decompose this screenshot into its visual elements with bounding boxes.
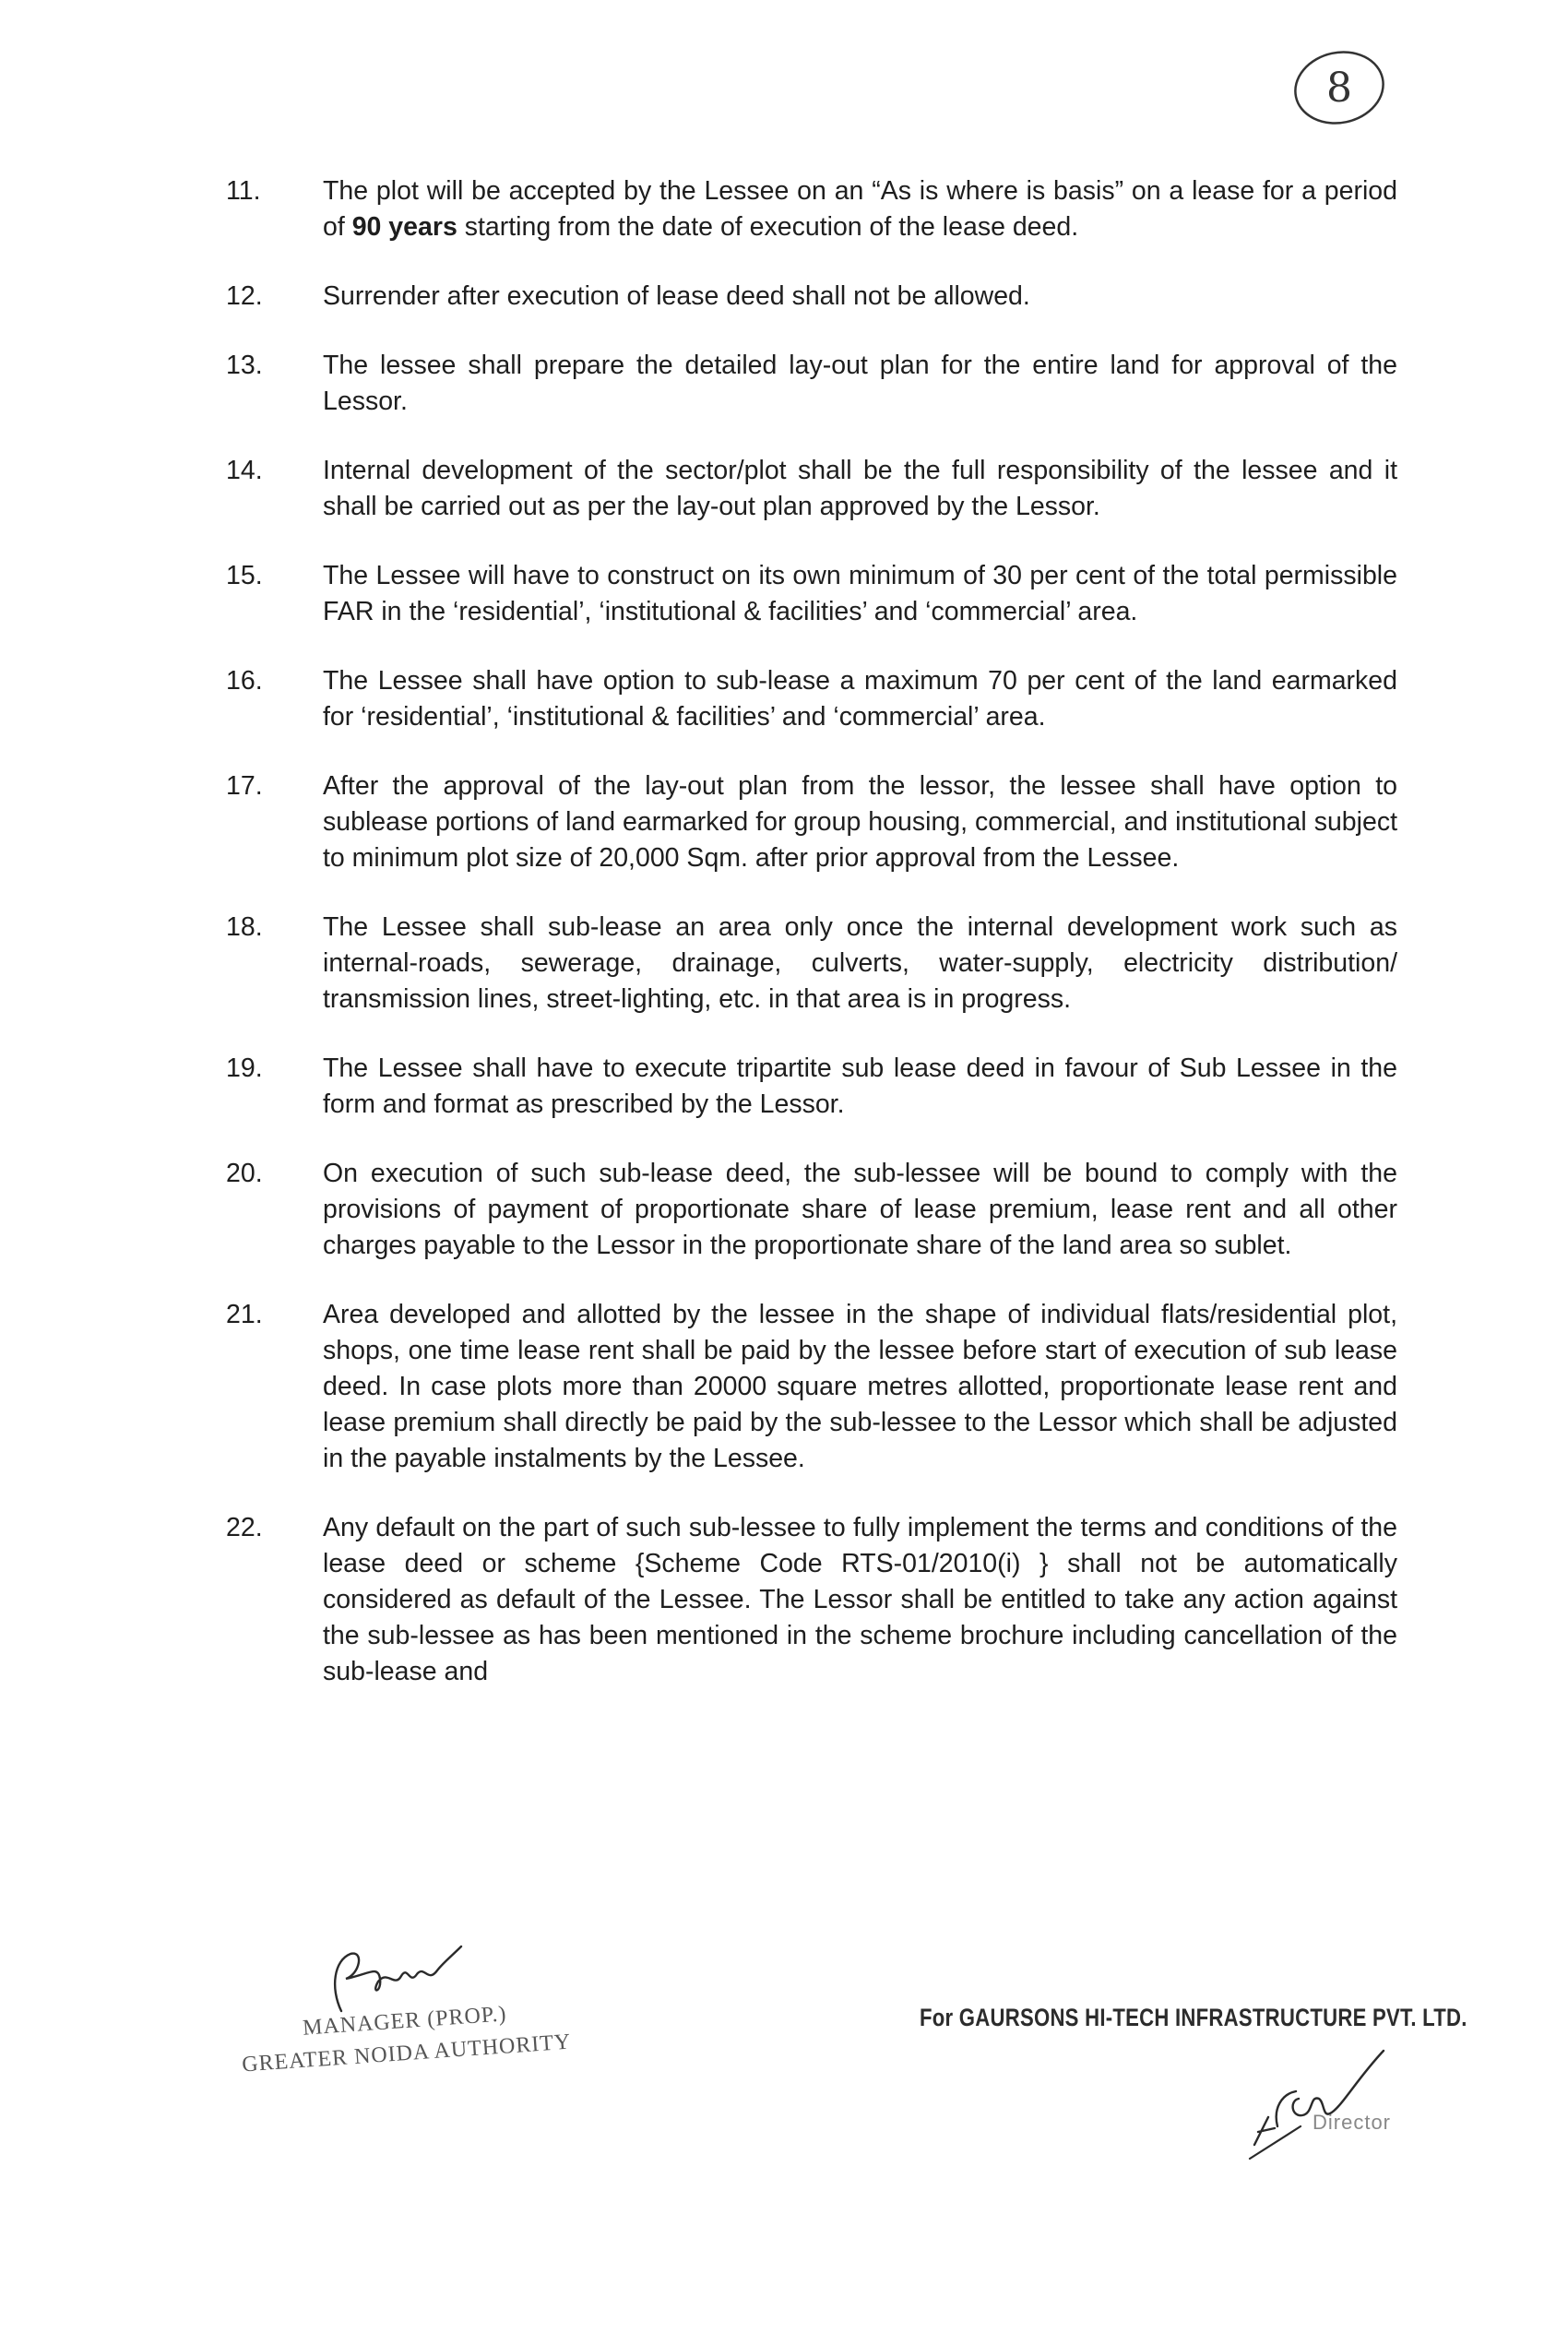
clause-item xyxy=(226,173,1397,245)
clause-item xyxy=(226,348,1397,420)
clause-text-segment: The Lessee shall sub-lease an area only once the internal development work such as internal-roads, sewerage, drainage, culverts, water-supply, electricity distribution/ transmission lines, street-lighting, etc. in that area is in progress. xyxy=(323,912,1397,1014)
clause-number: 11. xyxy=(226,176,261,206)
company-signature-block xyxy=(909,1993,1467,2177)
clause-text-segment: The lessee shall prepare the detailed lay-out plan for the entire land for approval of the Lessor. xyxy=(323,351,1397,416)
company-stamp: For GAURSONS HI-TECH INFRASTRUCTURE PVT. LTD. xyxy=(920,2004,1467,2031)
clause-text xyxy=(323,1510,1397,1690)
clause-text xyxy=(323,1297,1397,1477)
clause-text-segment: starting from the date of execution of the lease deed. xyxy=(457,212,1079,242)
clause-number: 12. xyxy=(226,281,263,311)
clause-number: 19. xyxy=(226,1053,263,1083)
clause-text xyxy=(323,1051,1397,1123)
clause-text xyxy=(323,663,1397,735)
clause-number: 22. xyxy=(226,1513,263,1542)
clause-text-segment: Surrender after execution of lease deed shall not be allowed. xyxy=(323,281,1030,311)
clause-text-segment: Area developed and allotted by the lessee in the shape of individual flats/residential plot, shops, one time lease rent shall be paid by the lessee before start of execution of sub lease deed. In case plots more than 20000 square metres allotted, proportionate lease rent and lease premium shall directly be paid by the sub-lessee to the Lessor which shall be adjusted in the payable instalments by the Lessee. xyxy=(323,1300,1397,1473)
clause-item xyxy=(226,663,1397,735)
clause-text-segment: The Lessee shall have to execute tripartite sub lease deed in favour of Sub Lessee in the form and format as prescribed by the Lessor. xyxy=(323,1053,1397,1119)
authority-signature-block xyxy=(242,1937,629,2103)
clause-text xyxy=(323,910,1397,1018)
clause-text-segment: After the approval of the lay-out plan from the lessor, the lessee shall have option to sublease portions of land earmarked for group housing, commercial, and institutional subject to minimum plot size of 20,000 Sqm. after prior approval from the Lessee. xyxy=(323,771,1397,873)
clause-number: 17. xyxy=(226,771,263,801)
clause-item xyxy=(226,910,1397,1018)
clause-text-emphasis: 90 years xyxy=(351,212,457,242)
clause-text xyxy=(323,173,1397,245)
clause-text xyxy=(323,348,1397,420)
clause-item xyxy=(226,1510,1397,1690)
clause-number: 14. xyxy=(226,456,263,485)
clause-text-segment: Any default on the part of such sub-lessee to fully implement the terms and conditions of the lease deed or scheme {Scheme Code RTS-01/2010(i) } shall not be automatically considered as default of the Lessee. The Lessor shall be entitled to take any action against the sub-lessee as has been mentioned in the scheme brochure including cancellation of the sub-lease and xyxy=(323,1513,1397,1686)
clause-list xyxy=(226,173,1397,1723)
clause-number: 15. xyxy=(226,561,263,590)
page-number-mark xyxy=(1289,46,1389,129)
clause-text-segment: The Lessee will have to construct on its own minimum of 30 per cent of the total permissible FAR in the ‘residential’, ‘institutional & facilities’ and ‘commercial’ area. xyxy=(323,561,1397,626)
clause-number: 20. xyxy=(226,1159,263,1188)
stamp-organization: GREATER NOIDA AUTHORITY xyxy=(241,2029,573,2077)
clause-item xyxy=(226,1156,1397,1264)
clause-text-segment: On execution of such sub-lease deed, the sub-lessee will be bound to comply with the provisions of payment of proportionate share of lease premium, lease rent and all other charges payable to the Lessor in the proportionate share of the land area so sublet. xyxy=(323,1159,1397,1260)
clause-number: 13. xyxy=(226,351,263,380)
clause-text-segment: The plot will be accepted by the Lessee on an “As is where is basis” on a lease for a period of xyxy=(323,176,1397,242)
handwritten-page-number xyxy=(1289,46,1389,129)
clause-item xyxy=(226,279,1397,315)
clause-text-segment: The Lessee shall have option to sub-lease a maximum 70 per cent of the land earmarked for ‘residential’, ‘institutional & facilities’ and ‘commercial’ area. xyxy=(323,666,1397,732)
clause-item xyxy=(226,1051,1397,1123)
page-number-text: 8 xyxy=(1326,65,1352,112)
clause-text xyxy=(323,558,1397,630)
clause-text xyxy=(323,453,1397,525)
clause-text xyxy=(323,768,1397,876)
clause-text xyxy=(323,1156,1397,1264)
clause-number: 21. xyxy=(226,1300,263,1329)
clause-text xyxy=(323,279,1397,315)
clause-item xyxy=(226,453,1397,525)
stamp-designation: MANAGER (PROP.) xyxy=(302,2002,508,2041)
handwritten-signature-right xyxy=(1245,2043,1402,2163)
director-label: Director xyxy=(1313,2111,1392,2134)
clause-item xyxy=(226,1297,1397,1477)
clause-number: 18. xyxy=(226,912,263,942)
clause-text-segment: Internal development of the sector/plot shall be the full responsibility of the lessee and it shall be carried out as per the lay-out plan approved by the Lessor. xyxy=(323,456,1397,521)
clause-item xyxy=(226,768,1397,876)
clause-item xyxy=(226,558,1397,630)
clause-number: 16. xyxy=(226,666,263,696)
